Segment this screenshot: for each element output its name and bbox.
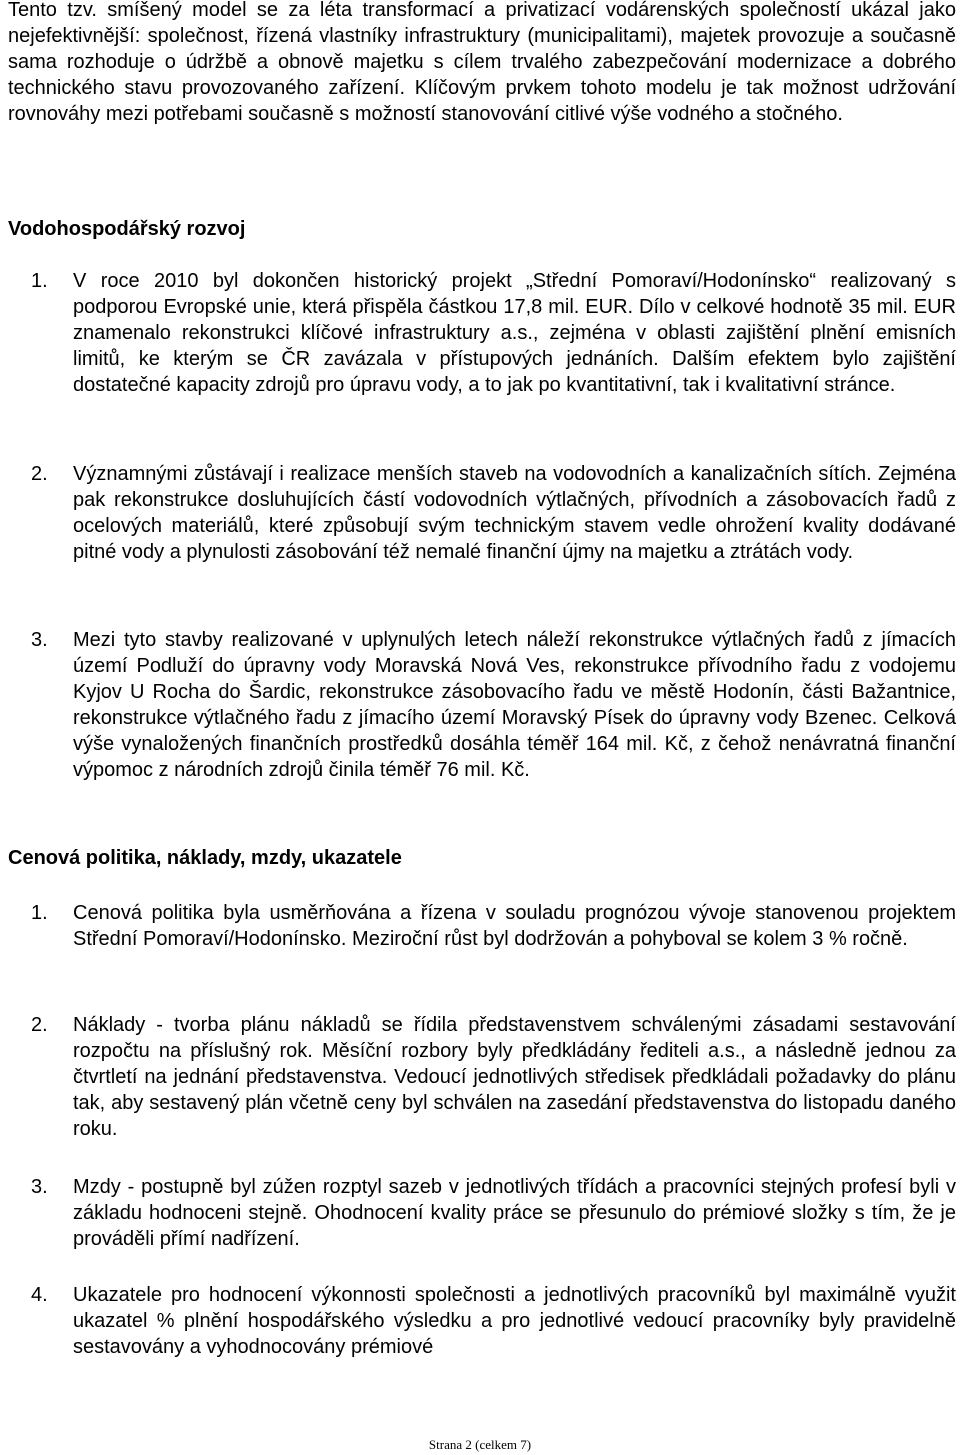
section-heading-vodohospodarsky-rozvoj: Vodohospodářský rozvoj [8,218,246,240]
intro-paragraph: Tento tzv. smíšený model se za léta transformací a privatizací vodárenských společností ukázal jako nejefektivnější: společnost, řízená vlastníky infrastruktury (municipalitami), majetek provozuje a současně sama rozhoduje o údržbě a obnově majetku s cílem trvalého zabezpečování modernizace a dobrého technického stavu provozovaného zařízení. Klíčovým prvkem tohoto modelu je tak možnost udržování rovnováhy mezi potřebami současně s možností stanovování citlivé výše vodného a stočného. [8,0,956,125]
list-item-number: 3. [31,629,48,651]
list-item-number: 2. [31,463,48,485]
list-item-number: 3. [31,1176,48,1198]
list-item-text: Mzdy - postupně byl zúžen rozptyl sazeb v jednotlivých třídách a pracovníci stejných profesí byli v základu hodnoceni stejně. Ohodnocení kvality práce se přesunulo do prémiové složky s tím, že je prováděli přímí nadřízení. [73,1176,956,1250]
list-item-text: Mezi tyto stavby realizované v uplynulých letech náleží rekonstrukce výtlačných řadů z jímacích území Podluží do úpravny vody Moravská Nová Ves, rekonstrukce přívodního řadu z vodojemu Kyjov U Rocha do Šardic, rekonstrukce zásobovacího řadu ve městě Hodonín, části Bažantnice, rekonstrukce výtlačného řadu z jímacího území Moravský Písek do úpravny vody Bzenec. Celková výše vynaložených finančních prostředků dosáhla téměř 164 mil. Kč, z čehož nenávratná finanční výpomoc z národních zdrojů činila téměř 76 mil. Kč. [73,629,956,781]
page-number-footer: Strana 2 (celkem 7) [428,1437,532,1452]
list-item-text: Cenová politika byla usměrňována a řízena v souladu prognózou vývoje stanovenou projektem Střední Pomoraví/Hodonínsko. Meziroční růst byl dodržován a pohyboval se kolem 3 % ročně. [73,902,956,950]
list-item-number: 2. [31,1014,48,1036]
list-item-text: Náklady - tvorba plánu nákladů se řídila představenstvem schválenými zásadami sestavování rozpočtu na příslušný rok. Měsíční rozbory byly předkládány řediteli a.s., a následně jednou za čtvrtletí na jednání představenstva. Vedoucí jednotlivých středisek předkládali požadavky do plánu tak, aby sestavený plán včetně ceny byl schválen na zasedání představenstva do listopadu daného roku. [73,1014,956,1140]
list-item-text: V roce 2010 byl dokončen historický projekt „Střední Pomoraví/Hodonínsko“ realizovaný s podporou Evropské unie, která přispěla částkou 17,8 mil. EUR. Dílo v celkové hodnotě 35 mil. EUR znamenalo rekonstrukci klíčové infrastruktury a.s., zejména v oblasti zajištění plnění emisních limitů, ke kterým se ČR zavázala v přístupových jednáních. Dalším efektem bylo zajištění dostatečné kapacity zdrojů pro úpravu vody, a to jak po kvantitativní, tak i kvalitativní stránce. [73,270,956,396]
list-item-number: 4. [31,1284,48,1306]
list-item-number: 1. [31,902,48,924]
list-item-number: 1. [31,270,48,292]
section-heading-cenova-politika: Cenová politika, náklady, mzdy, ukazatele [8,847,402,869]
list-item-text: Významnými zůstávají i realizace menších staveb na vodovodních a kanalizačních sítích. Zejména pak rekonstrukce dosluhujících částí vodovodních výtlačných, přívodních a zásobovacích řadů z ocelových materiálů, které způsobují svým technickým stavem vedle ohrožení kvality dodávané pitné vody a plynulosti zásobování též nemalé finanční újmy na majetku a ztrátách vody. [73,463,956,563]
list-item-text: Ukazatele pro hodnocení výkonnosti společnosti a jednotlivých pracovníků byl maximálně využit ukazatel % plnění hospodářského výsledku a pro jednotlivé vedoucí pracovníky byly pravidelně sestavovány a vyhodnocovány prémiové [73,1284,956,1358]
